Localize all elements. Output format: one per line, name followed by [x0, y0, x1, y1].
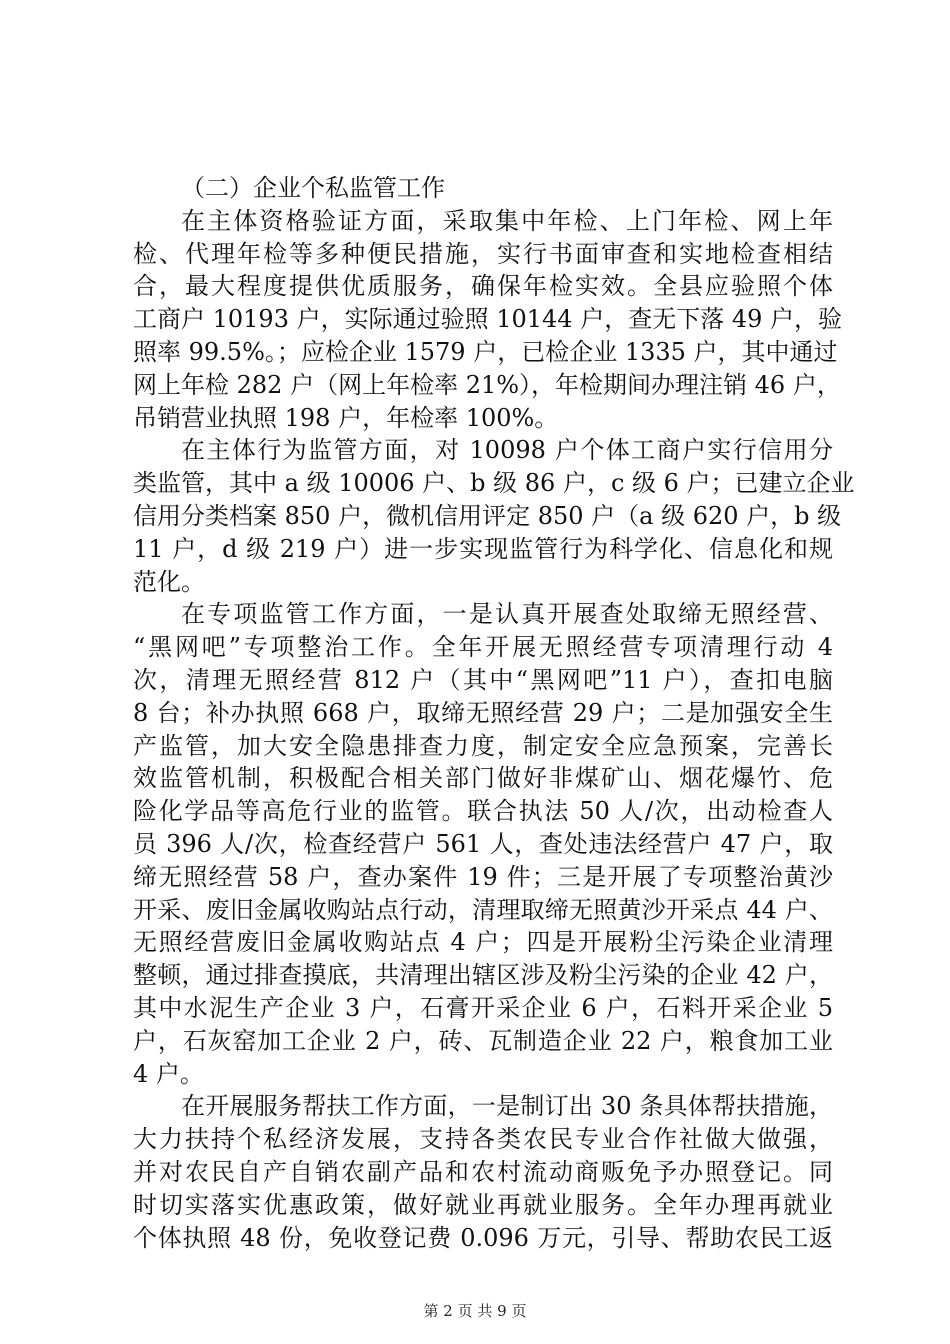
paragraph-line: 检、代理年检等多种便民措施，实行书面审查和实地检查相结: [133, 239, 833, 268]
paragraph-line: 在主体行为监管方面，对 10098 户个体工商户实行信用分: [181, 436, 833, 465]
paragraph-line: 并对农民自产自销农副产品和农村流动商贩免予办照登记。同: [133, 1157, 833, 1186]
paragraph-line: 照率 99.5%。；应检企业 1579 户，已检企业 1335 户，其中通过: [133, 337, 838, 366]
paragraph-line: 员 396 人/次，检查经营户 561 人，查处违法经营户 47 户，取: [133, 829, 833, 858]
paragraph-line: 在开展服务帮扶工作方面，一是制订出 30 条具体帮扶措施，: [181, 1092, 833, 1121]
paragraph-line: 次，清理无照经营 812 户（其中“黑网吧”11 户），查扣电脑: [133, 665, 833, 694]
paragraph-line: 工商户 10193 户，实际通过验照 10144 户，查无下落 49 户，验: [133, 305, 843, 334]
paragraph-line: 险化学品等高危行业的监管。联合执法 50 人/次，出动检查人: [133, 797, 833, 826]
section-heading: （二）企业个私监管工作: [181, 174, 445, 202]
paragraph-line: 时切实落实优惠政策，做好就业再就业服务。全年办理再就业: [133, 1190, 833, 1219]
paragraph-line: 网上年检 282 户（网上年检率 21%），年检期间办理注销 46 户，: [133, 370, 841, 399]
paragraph-line: 产监管，加大安全隐患排查力度，制定安全应急预案，完善长: [133, 731, 833, 760]
paragraph-line: 整顿，通过排查摸底，共清理出辖区涉及粉尘污染的企业 42 户，: [133, 961, 833, 990]
paragraph-line: 缔无照经营 58 户，查办案件 19 件；三是开展了专项整治黄沙: [133, 862, 833, 891]
paragraph-line: 合，最大程度提供优质服务，确保年检实效。全县应验照个体: [133, 272, 833, 301]
paragraph-line: 户，石灰窑加工企业 2 户，砖、瓦制造企业 22 户，粮食加工业: [133, 1026, 833, 1055]
paragraph-line: 4 户。: [133, 1059, 204, 1088]
paragraph-line: 个体执照 48 份，免收登记费 0.096 万元，引导、帮助农民工返: [133, 1223, 833, 1252]
document-body: [133, 172, 855, 1254]
page-number-footer: 第 2 页 共 9 页: [423, 1302, 527, 1320]
paragraph-line: 效监管机制，积极配合相关部门做好非煤矿山、烟花爆竹、危: [133, 764, 833, 793]
paragraph-line: 其中水泥生产企业 3 户，石膏开采企业 6 户，石料开采企业 5: [133, 993, 833, 1022]
paragraph-line: 开采、废旧金属收购站点行动，清理取缔无照黄沙开采点 44 户、: [133, 895, 833, 924]
paragraph-line: 吊销营业执照 198 户，年检率 100%。: [133, 403, 559, 432]
paragraph-line: 类监管，其中 a 级 10006 户、b 级 86 户，c 级 6 户；已建立企业: [133, 469, 855, 498]
paragraph-line: “黑网吧”专项整治工作。全年开展无照经营专项清理行动 4: [133, 633, 833, 662]
paragraph-line: 在主体资格验证方面，采取集中年检、上门年检、网上年: [181, 206, 833, 235]
paragraph-line: 8 台；补办执照 668 户，取缔无照经营 29 户；二是加强安全生: [133, 698, 833, 727]
paragraph-line: 无照经营废旧金属收购站点 4 户；四是开展粉尘污染企业清理: [133, 928, 833, 957]
paragraph-line: 11 户，d 级 219 户）进一步实现监管行为科学化、信息化和规: [133, 534, 833, 563]
paragraph-line: 大力扶持个私经济发展，支持各类农民专业合作社做大做强，: [133, 1125, 833, 1154]
paragraph-line: 信用分类档案 850 户，微机信用评定 850 户（a 级 620 户，b 级: [133, 501, 842, 530]
paragraph-line: 范化。: [133, 567, 205, 596]
paragraph-line: 在专项监管工作方面，一是认真开展查处取缔无照经营、: [181, 600, 833, 629]
